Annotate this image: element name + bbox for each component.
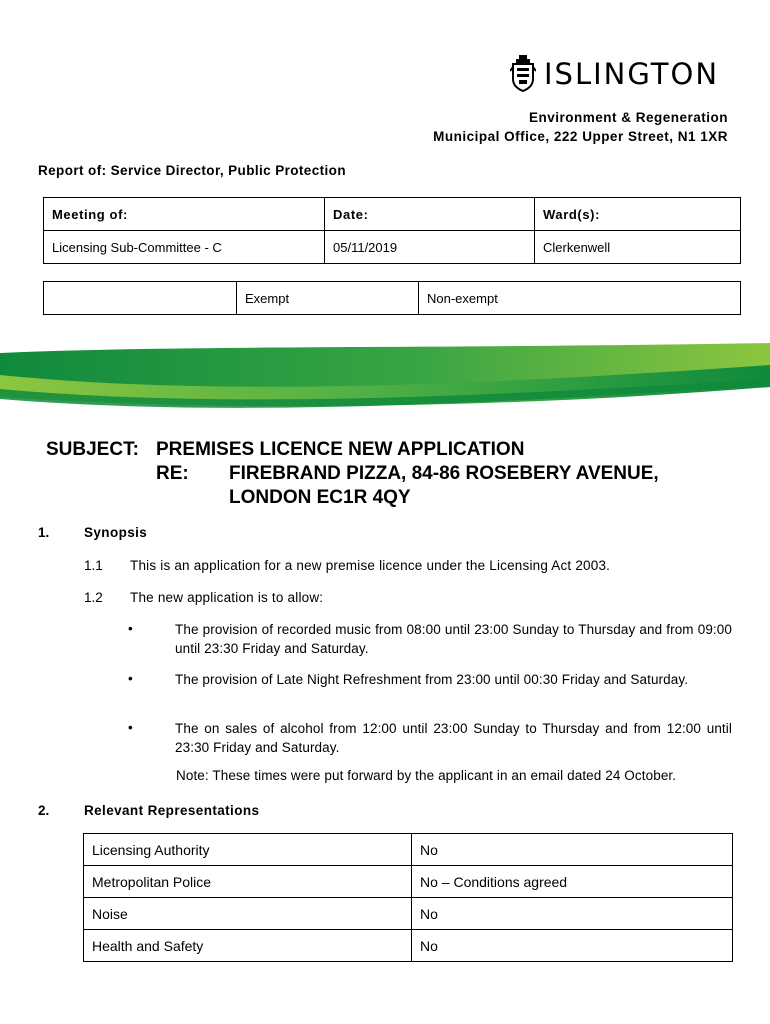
report-of: Report of: Service Director, Public Protection	[38, 163, 346, 178]
subject-line-3: LONDON EC1R 4QY	[229, 487, 411, 508]
para-1-1-number: 1.1	[84, 558, 103, 573]
section-2-number: 2.	[38, 803, 50, 818]
meeting-table	[43, 197, 741, 264]
rep-name: Health and Safety	[84, 930, 412, 962]
rep-value: No	[412, 898, 733, 930]
meeting-of-header: Meeting of:	[44, 198, 325, 231]
para-1-2-text: The new application is to allow:	[130, 590, 324, 605]
logo-text: ISLINGTON	[544, 57, 720, 91]
table-row	[84, 834, 733, 866]
non-exempt-cell: Non-exempt	[419, 282, 741, 315]
para-1-1-text: This is an application for a new premise licence under the Licensing Act 2003.	[130, 558, 611, 573]
subject-line-1: PREMISES LICENCE NEW APPLICATION	[156, 439, 525, 460]
meeting-of-value: Licensing Sub-Committee - C	[44, 231, 325, 264]
wards-value: Clerkenwell	[535, 231, 741, 264]
bullet-1-text: The provision of recorded music from 08:00 until 23:00 Sunday to Thursday and from 09:00 until 23:30 Friday and Saturday.	[175, 622, 732, 656]
subject-label: SUBJECT:	[46, 439, 139, 460]
crest-icon	[510, 55, 536, 93]
green-swoosh-banner	[0, 335, 770, 415]
date-header: Date:	[325, 198, 535, 231]
rep-value: No	[412, 930, 733, 962]
office-address: Municipal Office, 222 Upper Street, N1 1XR	[433, 129, 728, 144]
bullet-3-text: The on sales of alcohol from 12:00 until 23:00 Sunday to Thursday and from 12:00 until 23:30 Friday and Saturday.	[175, 721, 732, 755]
table-row	[84, 930, 733, 962]
subject-block	[46, 438, 659, 510]
bullet-2-marker: •	[128, 671, 133, 686]
date-value: 05/11/2019	[325, 231, 535, 264]
para-1-2-number: 1.2	[84, 590, 103, 605]
department-name: Environment & Regeneration	[528, 110, 728, 125]
re-label: RE:	[156, 463, 189, 484]
table-row	[84, 866, 733, 898]
section-1-title: Synopsis	[84, 525, 148, 540]
rep-name: Metropolitan Police	[84, 866, 412, 898]
section-1-number: 1.	[38, 525, 50, 540]
wards-header: Ward(s):	[535, 198, 741, 231]
table-row	[84, 898, 733, 930]
rep-value: No	[412, 834, 733, 866]
exempt-cell: Exempt	[237, 282, 419, 315]
exempt-table	[43, 281, 741, 315]
islington-logo	[510, 52, 740, 96]
section-2-title: Relevant Representations	[84, 803, 260, 818]
rep-name: Licensing Authority	[84, 834, 412, 866]
bullet-2-text: The provision of Late Night Refreshment from 23:00 until 00:30 Friday and Saturday.	[175, 672, 689, 687]
bullet-3-marker: •	[128, 720, 133, 735]
bullet-1-marker: •	[128, 621, 133, 636]
times-note: Note: These times were put forward by the applicant in an email dated 24 October.	[176, 768, 677, 783]
representations-table	[83, 833, 733, 962]
subject-line-2: FIREBRAND PIZZA, 84-86 ROSEBERY AVENUE,	[229, 463, 659, 484]
rep-value: No – Conditions agreed	[412, 866, 733, 898]
exempt-blank-cell	[44, 282, 237, 315]
rep-name: Noise	[84, 898, 412, 930]
